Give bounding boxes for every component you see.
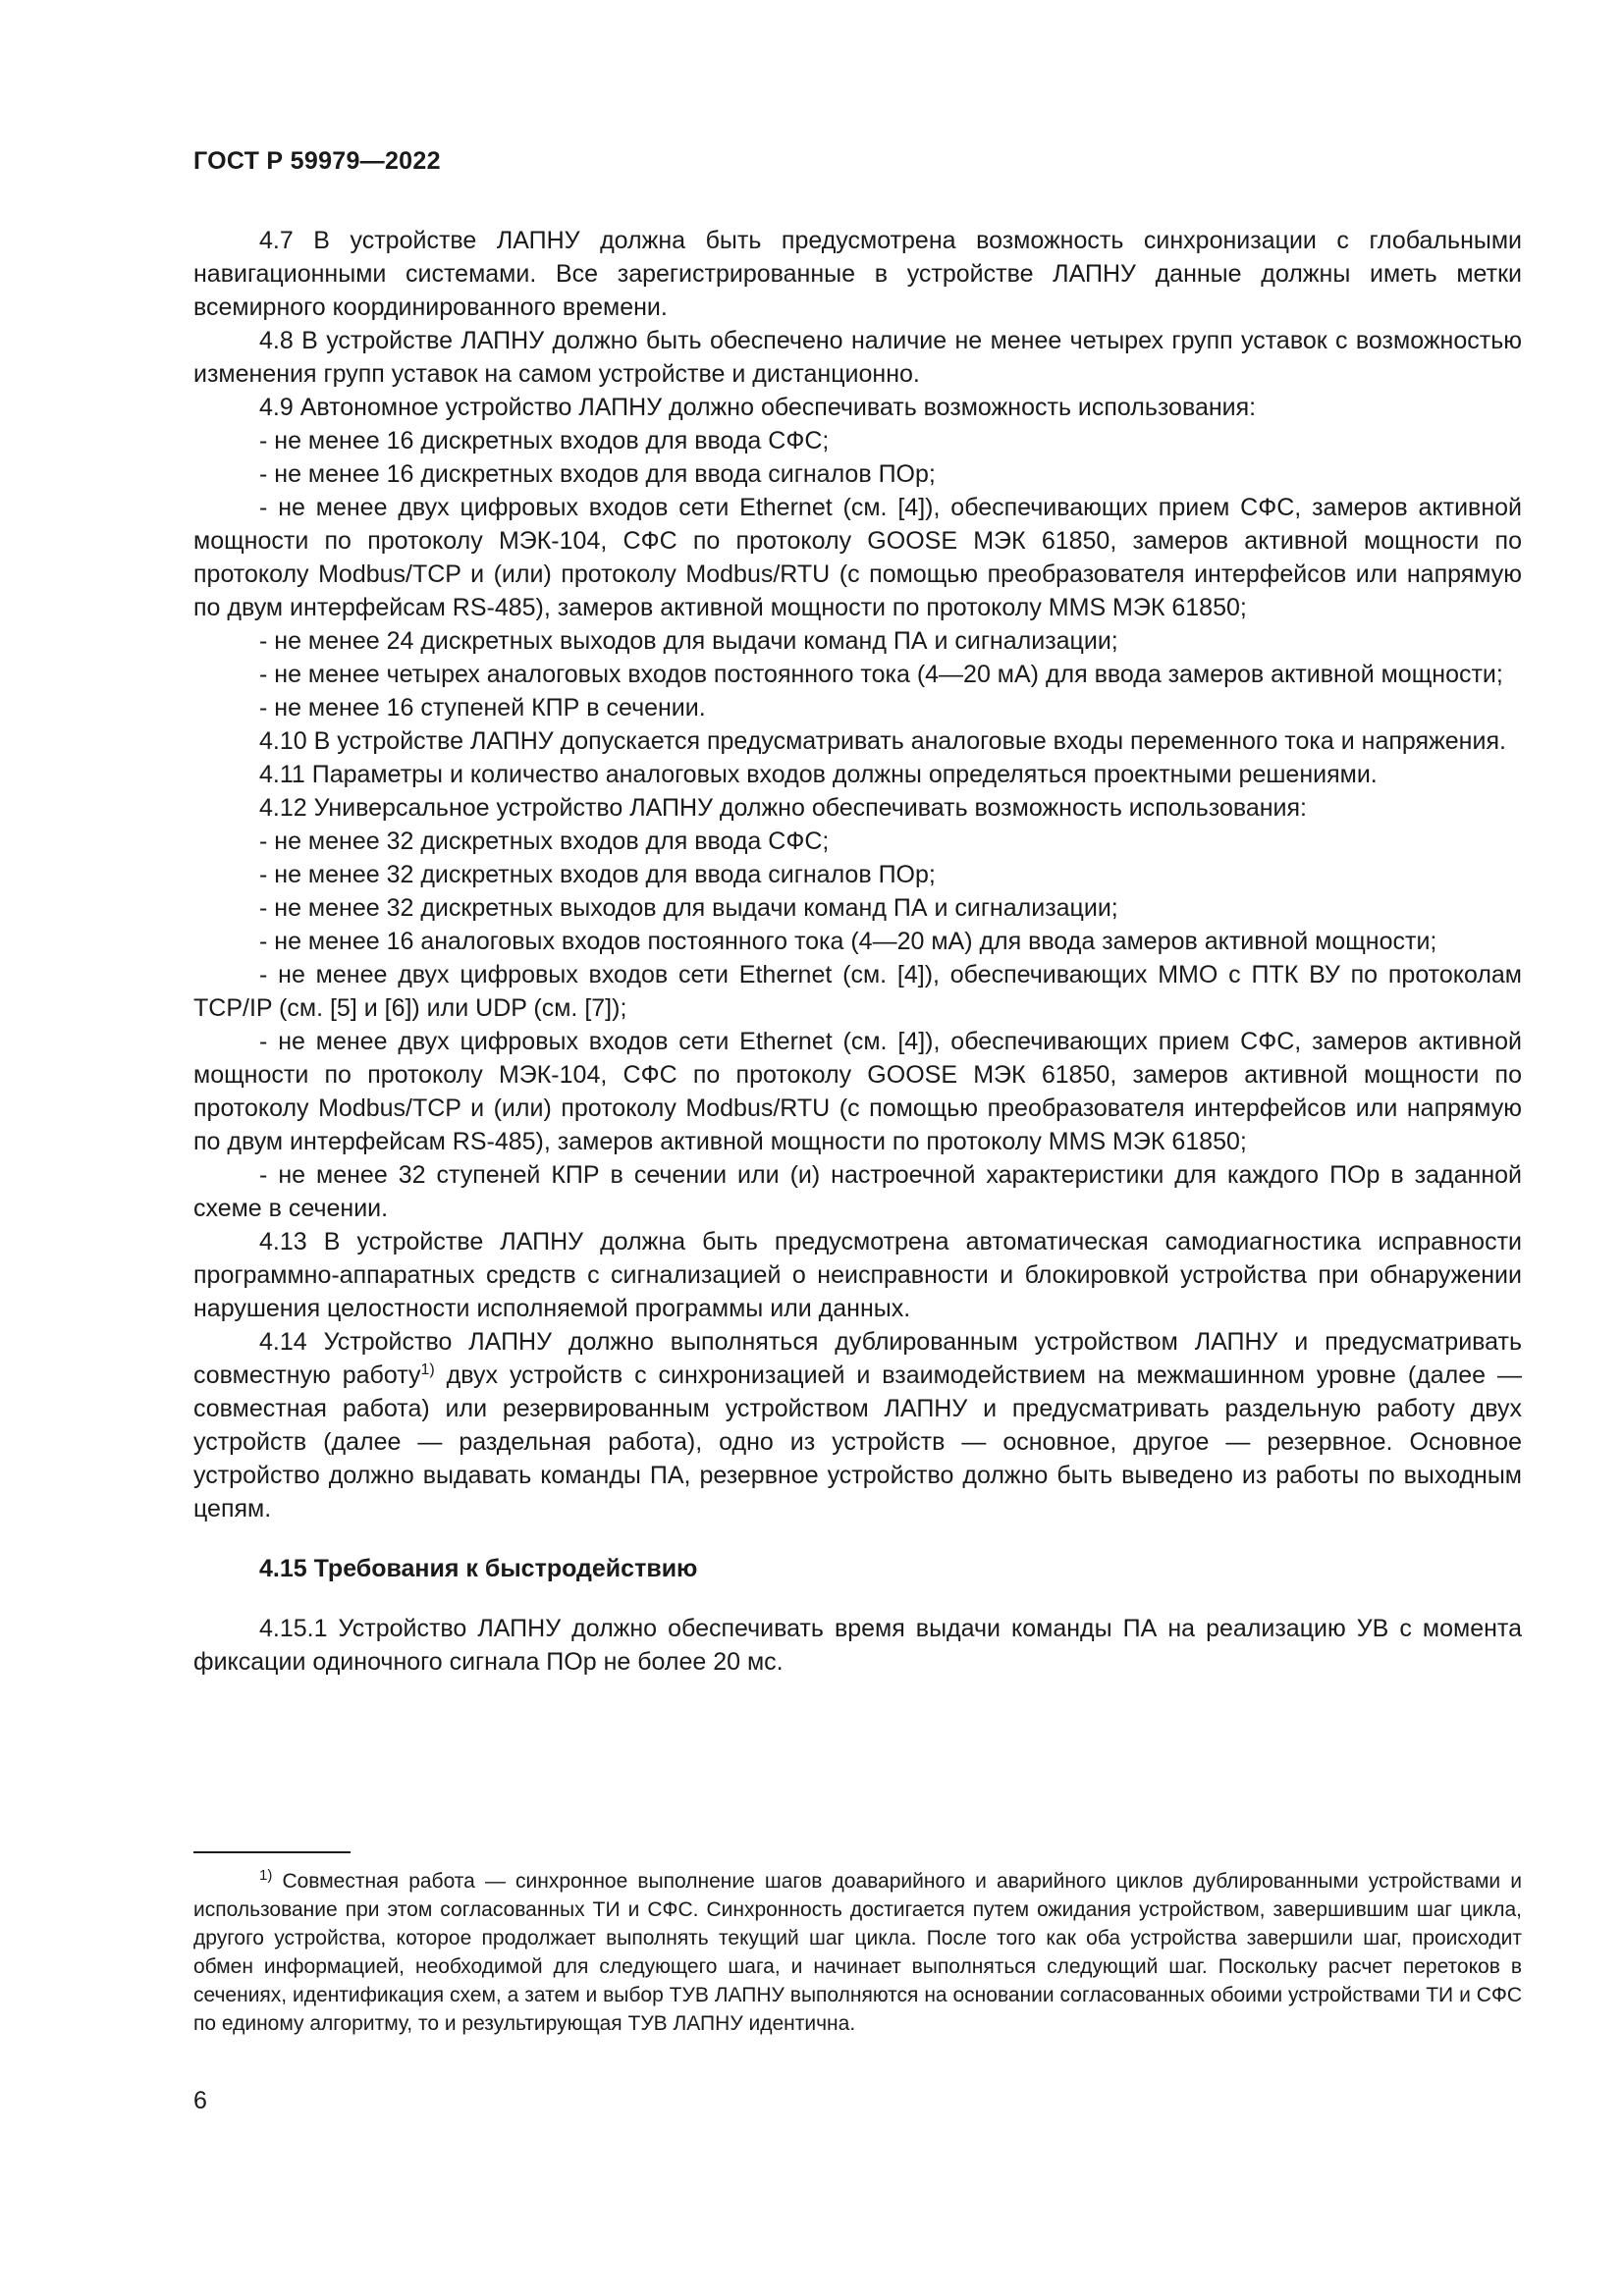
footnote-divider	[193, 1851, 351, 1853]
paragraph-4-10: 4.10 В устройстве ЛАПНУ допускается предусматривать аналоговые входы переменного тока и напряжения.	[259, 727, 1506, 755]
paragraph-4-11: 4.11 Параметры и количество аналоговых входов должны определяться проектными решениями.	[259, 761, 1378, 788]
footnote-body: Совместная работа — синхронное выполнение шагов доаварийного и аварийного циклов дублированными устройствами и использование при этом согласованных ТИ и СФС. Синхронность достигается путем ожидания устройством, завершившим шаг цикла, другого устройства, которое продолжает выполнять текущий шаг цикла. После того как оба устройства завершили шаг, происходит обмен информацией, необходимой для следующего шага, и начинает выполняться следующий шаг. Поскольку расчет перетоков в сечениях, идентификация схем, а затем и выбор ТУВ ЛАПНУ выполняются на основании согласованных обоими устройствами ТИ и СФС по единому алгоритму, то и результирующая ТУВ ЛАПНУ идентична.	[193, 1870, 1522, 2035]
paragraph-4-13: 4.13 В устройстве ЛАПНУ должна быть предусмотрена автоматическая самодиагностика исправности программно-аппаратных средств с сигнализацией о неисправности и блокировкой устройства при обнаружении нарушения целостности исполняемой программы или данных.	[193, 1228, 1522, 1322]
paragraph-4-15-1: 4.15.1 Устройство ЛАПНУ должно обеспечивать время выдачи команды ПА на реализацию УВ с момента фиксации одиночного сигнала ПОр не более 20 мс.	[193, 1615, 1522, 1676]
paragraph-4-14	[193, 1325, 1522, 1525]
list-item: - не менее двух цифровых входов сети Ethernet (см. [4]), обеспечивающих прием СФС, замеров активной мощности по протоколу МЭК-104, СФС по протоколу GOOSE МЭК 61850, замеров активной мощности по протоколу Modbus/TCP и (или) протоколу Modbus/RTU (с помощью преобразователя интерфейсов или напрямую по двум интерфейсам RS-485), замеров активной мощности по протоколу MMS МЭК 61850;	[193, 1028, 1522, 1155]
page-number: 6	[193, 2087, 207, 2114]
footnote-reference: 1)	[420, 1362, 435, 1378]
list-item: - не менее 32 дискретных выходов для выдачи команд ПА и сигнализации;	[259, 894, 1118, 922]
footnote-text	[193, 1867, 1522, 2038]
list-item: - не менее четырех аналоговых входов постоянного тока (4—20 мА) для ввода замеров активной мощности;	[259, 661, 1503, 688]
list-item: - не менее двух цифровых входов сети Ethernet (см. [4]), обеспечивающих прием СФС, замеров активной мощности по протоколу МЭК-104, СФС по протоколу GOOSE МЭК 61850, замеров активной мощности по протоколу Modbus/TCP и (или) протоколу Modbus/RTU (с помощью преобразователя интерфейсов или напрямую по двум интерфейсам RS-485), замеров активной мощности по протоколу MMS МЭК 61850;	[193, 494, 1522, 621]
list-item: - не менее 16 аналоговых входов постоянного тока (4—20 мА) для ввода замеров активной мощности;	[259, 928, 1437, 955]
paragraph-4-14-end: двух устройств с синхронизацией и взаимодействием на межмашинном уровне (далее — совместная работа) или резервированным устройством ЛАПНУ и предусматривать раздельную работу двух устройств (далее — раздельная работа), одно из устройств — основное, другое — резервное. Основное устройство должно выдавать команды ПА, резервное устройство должно быть выведено из работы по выходным цепям.	[193, 1362, 1522, 1522]
list-item: - не менее 32 дискретных входов для ввода сигналов ПОр;	[259, 861, 936, 888]
list-item: - не менее 16 ступеней КПР в сечении.	[259, 694, 706, 721]
paragraph-4-12: 4.12 Универсальное устройство ЛАПНУ должно обеспечивать возможность использования:	[259, 794, 1308, 822]
list-item: - не менее 16 дискретных входов для ввода СФС;	[259, 427, 830, 454]
list-item: - не менее 24 дискретных выходов для выдачи команд ПА и сигнализации;	[259, 627, 1118, 655]
footnote-marker: 1)	[259, 1867, 273, 1884]
footnote	[193, 1867, 1522, 2038]
paragraph-4-14-start: 4.14 Устройство ЛАПНУ должно выполняться дублированным устройством ЛАПНУ и предусматривать совместную работу	[193, 1328, 1522, 1389]
paragraph-4-9: 4.9 Автономное устройство ЛАПНУ должно обеспечивать возможность использования:	[259, 394, 1257, 421]
paragraph-4-8: 4.8 В устройстве ЛАПНУ должно быть обеспечено наличие не менее четырех групп уставок с возможностью изменения групп уставок на самом устройстве и дистанционно.	[193, 327, 1522, 388]
list-item: - не менее 32 ступеней КПР в сечении или (и) настроечной характеристики для каждого ПОр в заданной схеме в сечении.	[193, 1161, 1522, 1222]
list-item: - не менее двух цифровых входов сети Ethernet (см. [4]), обеспечивающих ММО с ПТК ВУ по протоколам TCP/IP (см. [5] и [6]) или UDP (см. [7]);	[193, 961, 1522, 1022]
document-header: ГОСТ Р 59979—2022	[193, 147, 441, 175]
list-item: - не менее 16 дискретных входов для ввода сигналов ПОр;	[259, 460, 936, 488]
main-text	[193, 224, 1522, 1679]
list-item: - не менее 32 дискретных входов для ввода СФС;	[259, 828, 830, 855]
section-heading: 4.15 Требования к быстродействию	[259, 1555, 698, 1582]
paragraph-4-7: 4.7 В устройстве ЛАПНУ должна быть предусмотрена возможность синхронизации с глобальными навигационными системами. Все зарегистрированные в устройстве ЛАПНУ данные должны иметь метки всемирного координированного времени.	[193, 227, 1522, 321]
